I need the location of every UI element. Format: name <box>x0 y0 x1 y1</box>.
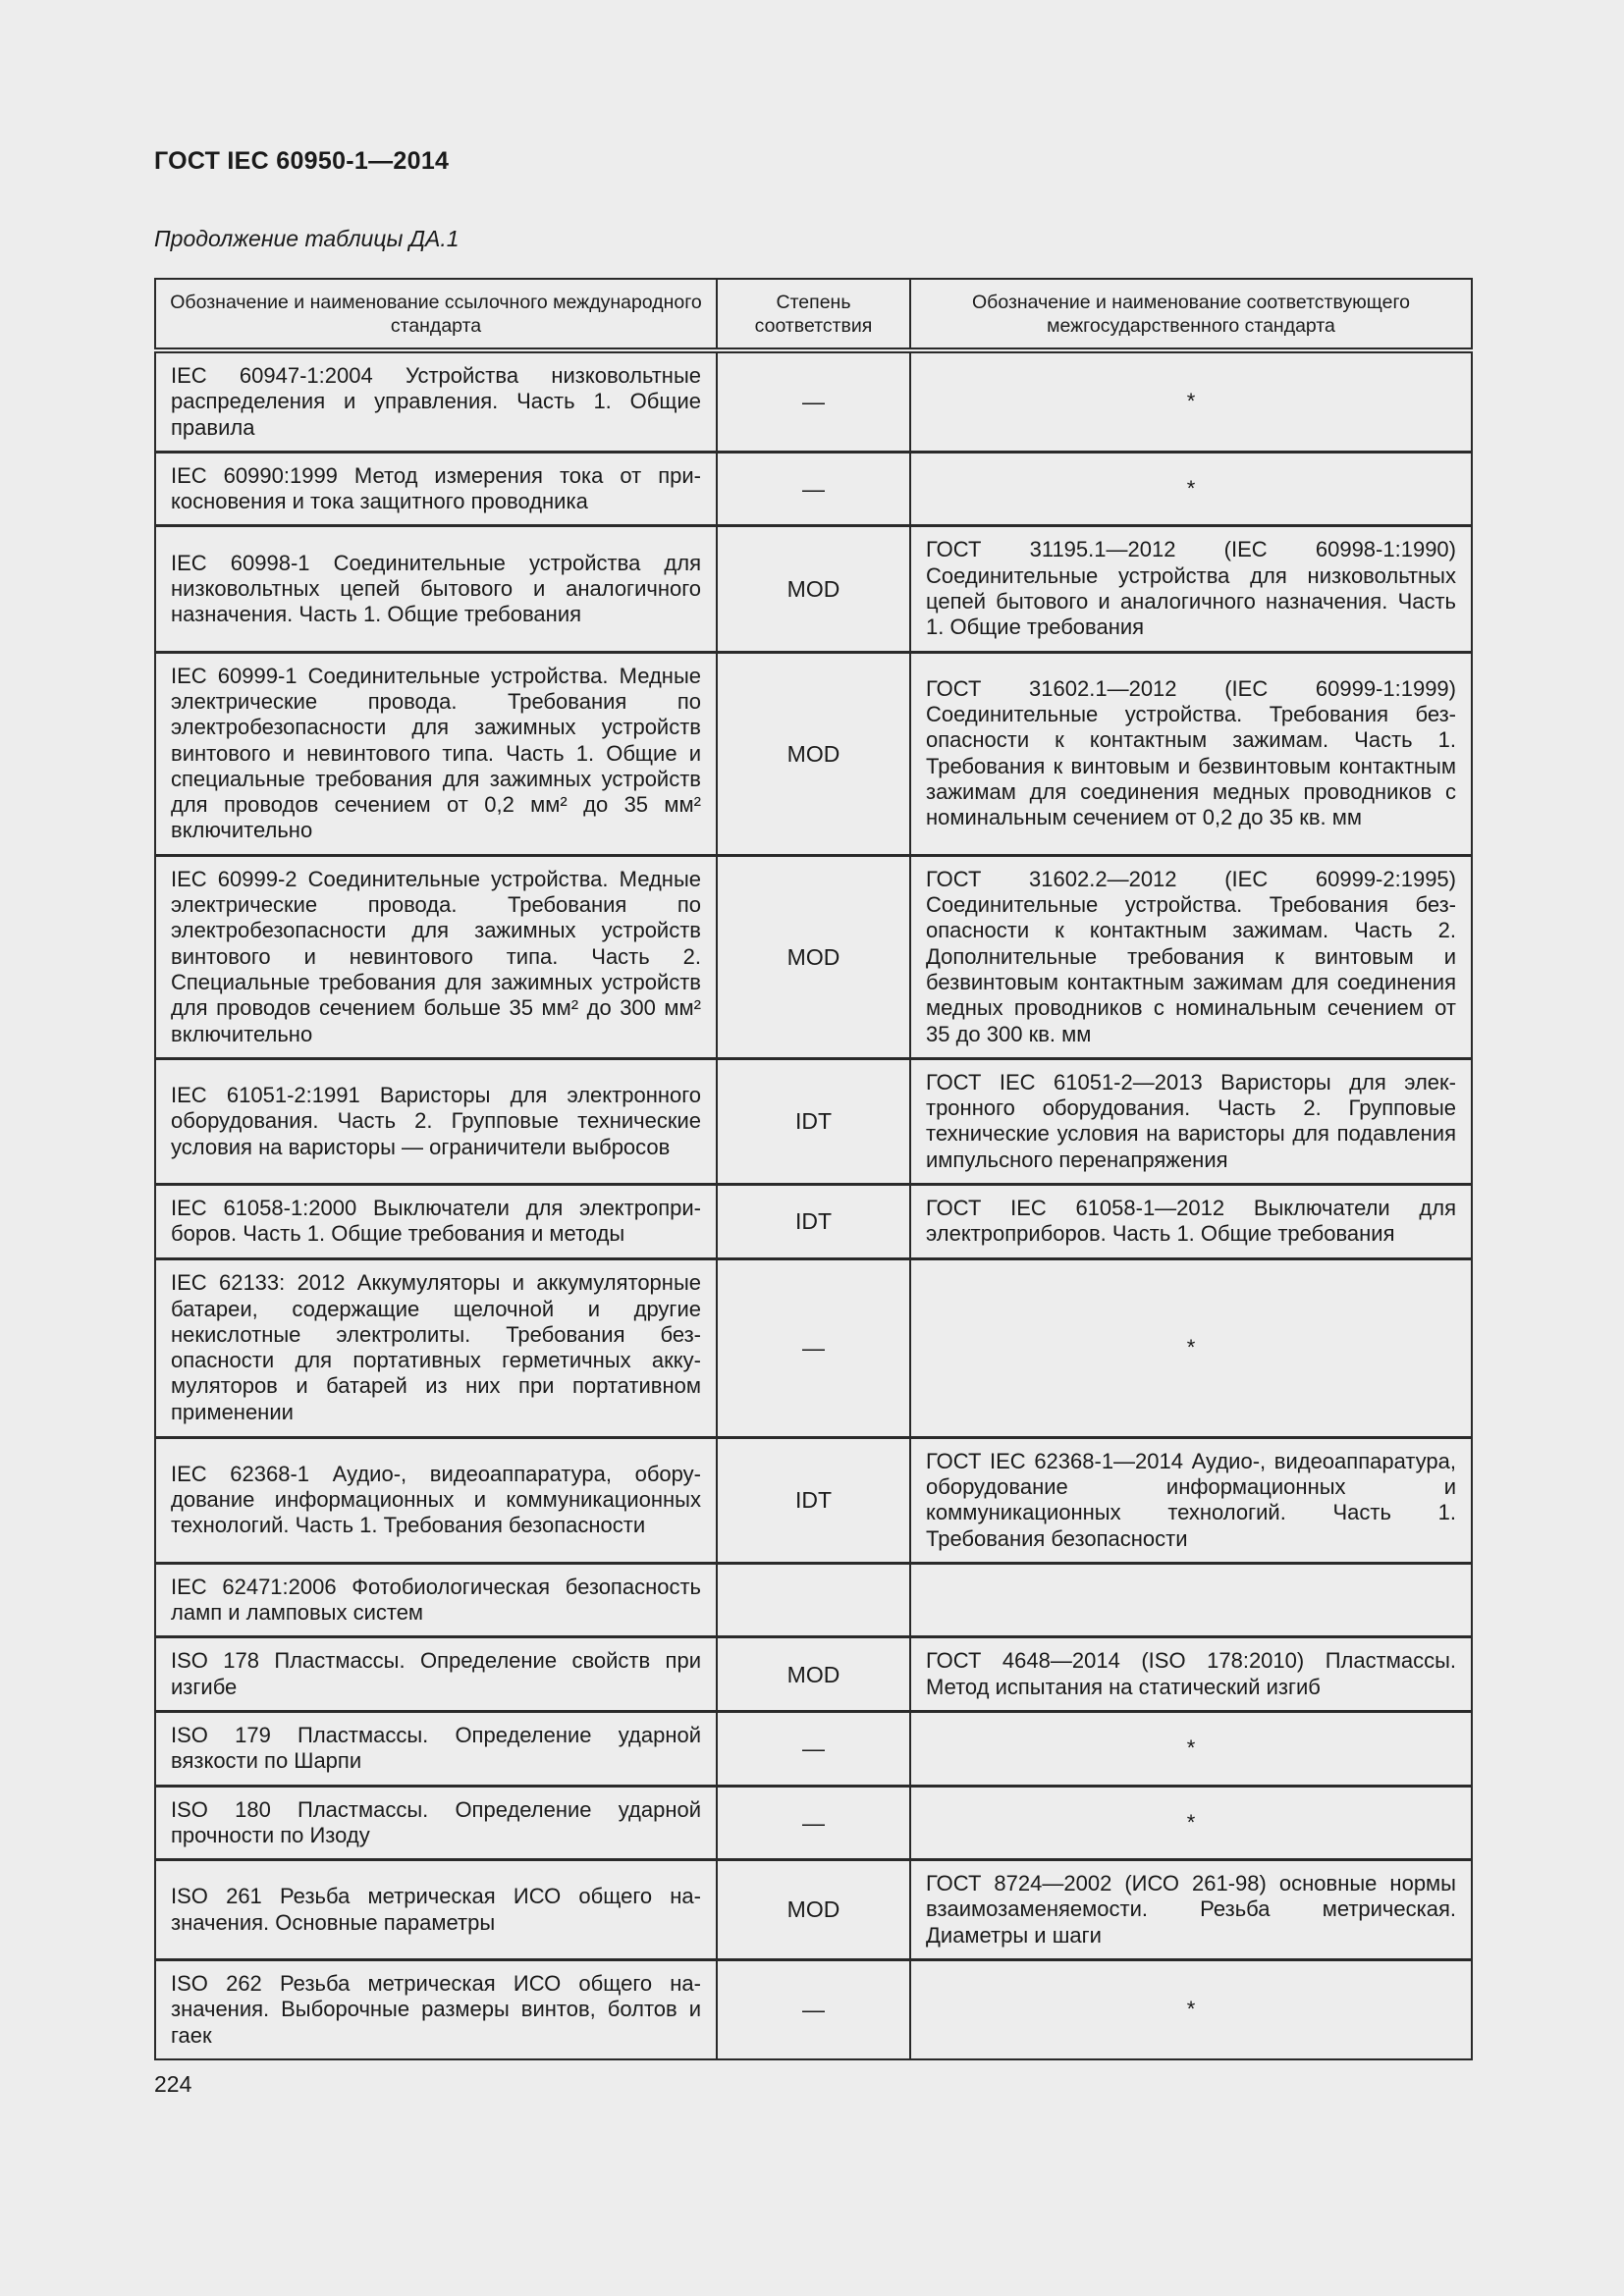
international-standard-cell: IEC 62471:2006 Фотобиологическая безопасность ламп и ламповых систем <box>155 1563 717 1637</box>
interstate-standard-cell: ГОСТ IEC 61051-2—2013 Варисторы для электронного оборудования. Часть 2. Групповые технические условия на варисторы для подавления импульсного перенапряжения <box>910 1058 1472 1184</box>
interstate-standard-cell: ГОСТ 31602.2—2012 (IEC 60999-2:1995) Соединительные устройства. Требования безопасности к контактным зажимам. Часть 2. Дополнительные требования к винтовым и безвинтовым контактным зажимам для соединения медных проводников с номинальным сечением от 35 до 300 кв. мм <box>910 855 1472 1058</box>
column-header-international-standard: Обозначение и наименование ссылочного международного стандарта <box>155 279 717 350</box>
degree-cell: MOD <box>717 526 910 652</box>
international-standard-cell: IEC 62368-1 Аудио-, видеоаппаратура, оборудование информационных и коммуникационных технологий. Часть 1. Требования безопасности <box>155 1437 717 1563</box>
degree-cell: MOD <box>717 1637 910 1712</box>
international-standard-cell: ISO 179 Пластмассы. Определение ударной вязкости по Шарпи <box>155 1711 717 1786</box>
table-header <box>155 279 1472 350</box>
table-row <box>155 1437 1472 1563</box>
page-number: 224 <box>154 2071 192 2097</box>
degree-cell: IDT <box>717 1437 910 1563</box>
interstate-standard-cell: * <box>910 1711 1472 1786</box>
table-row <box>155 1058 1472 1184</box>
table-row <box>155 1637 1472 1712</box>
column-header-degree: Степень соответствия <box>717 279 910 350</box>
degree-cell: MOD <box>717 855 910 1058</box>
international-standard-cell: IEC 61058-1:2000 Выключатели для электроприборов. Часть 1. Общие требования и методы <box>155 1185 717 1259</box>
degree-cell: — <box>717 350 910 452</box>
degree-cell: IDT <box>717 1185 910 1259</box>
table-row <box>155 1786 1472 1860</box>
table-row <box>155 1563 1472 1637</box>
table-row <box>155 1960 1472 2059</box>
table-row <box>155 1860 1472 1960</box>
table-row <box>155 855 1472 1058</box>
degree-cell: — <box>717 1960 910 2059</box>
international-standard-cell: IEC 61051-2:1991 Варисторы для электронного оборудования. Часть 2. Групповые технические условия на варисторы — ограничители выбросов <box>155 1058 717 1184</box>
table-row <box>155 350 1472 452</box>
international-standard-cell: ISO 262 Резьба метрическая ИСО общего назначения. Выборочные размеры винтов, болтов и гаек <box>155 1960 717 2059</box>
international-standard-cell: IEC 60947-1:2004 Устройства низковольтные распределения и управления. Часть 1. Общие правила <box>155 350 717 452</box>
degree-cell: IDT <box>717 1058 910 1184</box>
interstate-standard-cell: * <box>910 1786 1472 1860</box>
interstate-standard-cell: ГОСТ 8724—2002 (ИСО 261-98) основные нормы взаимозаменяемости. Резьба метрическая. Диаметры и шаги <box>910 1860 1472 1960</box>
column-header-interstate-standard: Обозначение и наименование соответствующего межгосударственного стандарта <box>910 279 1472 350</box>
international-standard-cell: IEC 60999-2 Соединительные устройства. Медные электрические провода. Требования по электробезопасности для зажимных устройств винтового и невинтового типа. Часть 2. Специальные требования для зажимных устройств для проводов сечением больше 35 мм² до 300 мм² включительно <box>155 855 717 1058</box>
interstate-standard-cell: * <box>910 1960 1472 2059</box>
table-caption: Продолжение таблицы ДА.1 <box>154 226 460 251</box>
degree-cell <box>717 1563 910 1637</box>
degree-cell: MOD <box>717 1860 910 1960</box>
interstate-standard-cell: * <box>910 452 1472 526</box>
table-row <box>155 526 1472 652</box>
table-row <box>155 652 1472 855</box>
degree-cell: — <box>717 1258 910 1437</box>
international-standard-cell: ISO 180 Пластмассы. Определение ударной прочности по Изоду <box>155 1786 717 1860</box>
table-row <box>155 1711 1472 1786</box>
interstate-standard-cell: * <box>910 350 1472 452</box>
interstate-standard-cell: ГОСТ 4648—2014 (ISO 178:2010) Пластмассы. Метод испытания на статический изгиб <box>910 1637 1472 1712</box>
degree-cell: — <box>717 452 910 526</box>
international-standard-cell: IEC 60999-1 Соединительные устройства. Медные электрические провода. Требования по электробезопасности для зажимных устройств винтового и невинтового типа. Часть 1. Общие и специальные требования для зажимных устройств для проводов сечением от 0,2 мм² до 35 мм² включительно <box>155 652 717 855</box>
international-standard-cell: IEC 60998-1 Соединительные устройства для низковольтных цепей бытового и аналогичного назначения. Часть 1. Общие требования <box>155 526 717 652</box>
international-standard-cell: IEC 62133: 2012 Аккумуляторы и аккумуляторные батареи, содержащие щелочной и другие некислотные электролиты. Требования безопасности для портативных герметичных аккумуляторов и батарей из них при портативном применении <box>155 1258 717 1437</box>
interstate-standard-cell: ГОСТ IEC 61058-1—2012 Выключатели для электроприборов. Часть 1. Общие требования <box>910 1185 1472 1259</box>
document-title: ГОСТ IEC 60950-1—2014 <box>154 147 450 175</box>
interstate-standard-cell: * <box>910 1258 1472 1437</box>
international-standard-cell: ISO 178 Пластмассы. Определение свойств при изгибе <box>155 1637 717 1712</box>
international-standard-cell: IEC 60990:1999 Метод измерения тока от прикосновения и тока защитного проводника <box>155 452 717 526</box>
interstate-standard-cell: ГОСТ 31195.1—2012 (IEC 60998-1:1990) Соединительные устройства для низковольтных цепей бытового и аналогичного назначения. Часть 1. Общие требования <box>910 526 1472 652</box>
degree-cell: — <box>717 1711 910 1786</box>
table-row <box>155 1185 1472 1259</box>
interstate-standard-cell: ГОСТ IEC 62368-1—2014 Аудио-, видеоаппаратура, оборудование информационных и коммуникационных технологий. Часть 1. Требования безопасности <box>910 1437 1472 1563</box>
interstate-standard-cell: ГОСТ 31602.1—2012 (IEC 60999-1:1999) Соединительные устройства. Требования безопасности к контактным зажимам. Часть 1. Требования к винтовым и безвинтовым контактным зажимам для соединения медных проводников с номинальным сечением от 0,2 до 35 кв. мм <box>910 652 1472 855</box>
table-header-row <box>155 279 1472 350</box>
reference-standards-table <box>154 278 1473 2060</box>
international-standard-cell: ISO 261 Резьба метрическая ИСО общего назначения. Основные параметры <box>155 1860 717 1960</box>
degree-cell: MOD <box>717 652 910 855</box>
table-row <box>155 1258 1472 1437</box>
table-body <box>155 350 1472 2059</box>
table-row <box>155 452 1472 526</box>
interstate-standard-cell <box>910 1563 1472 1637</box>
degree-cell: — <box>717 1786 910 1860</box>
